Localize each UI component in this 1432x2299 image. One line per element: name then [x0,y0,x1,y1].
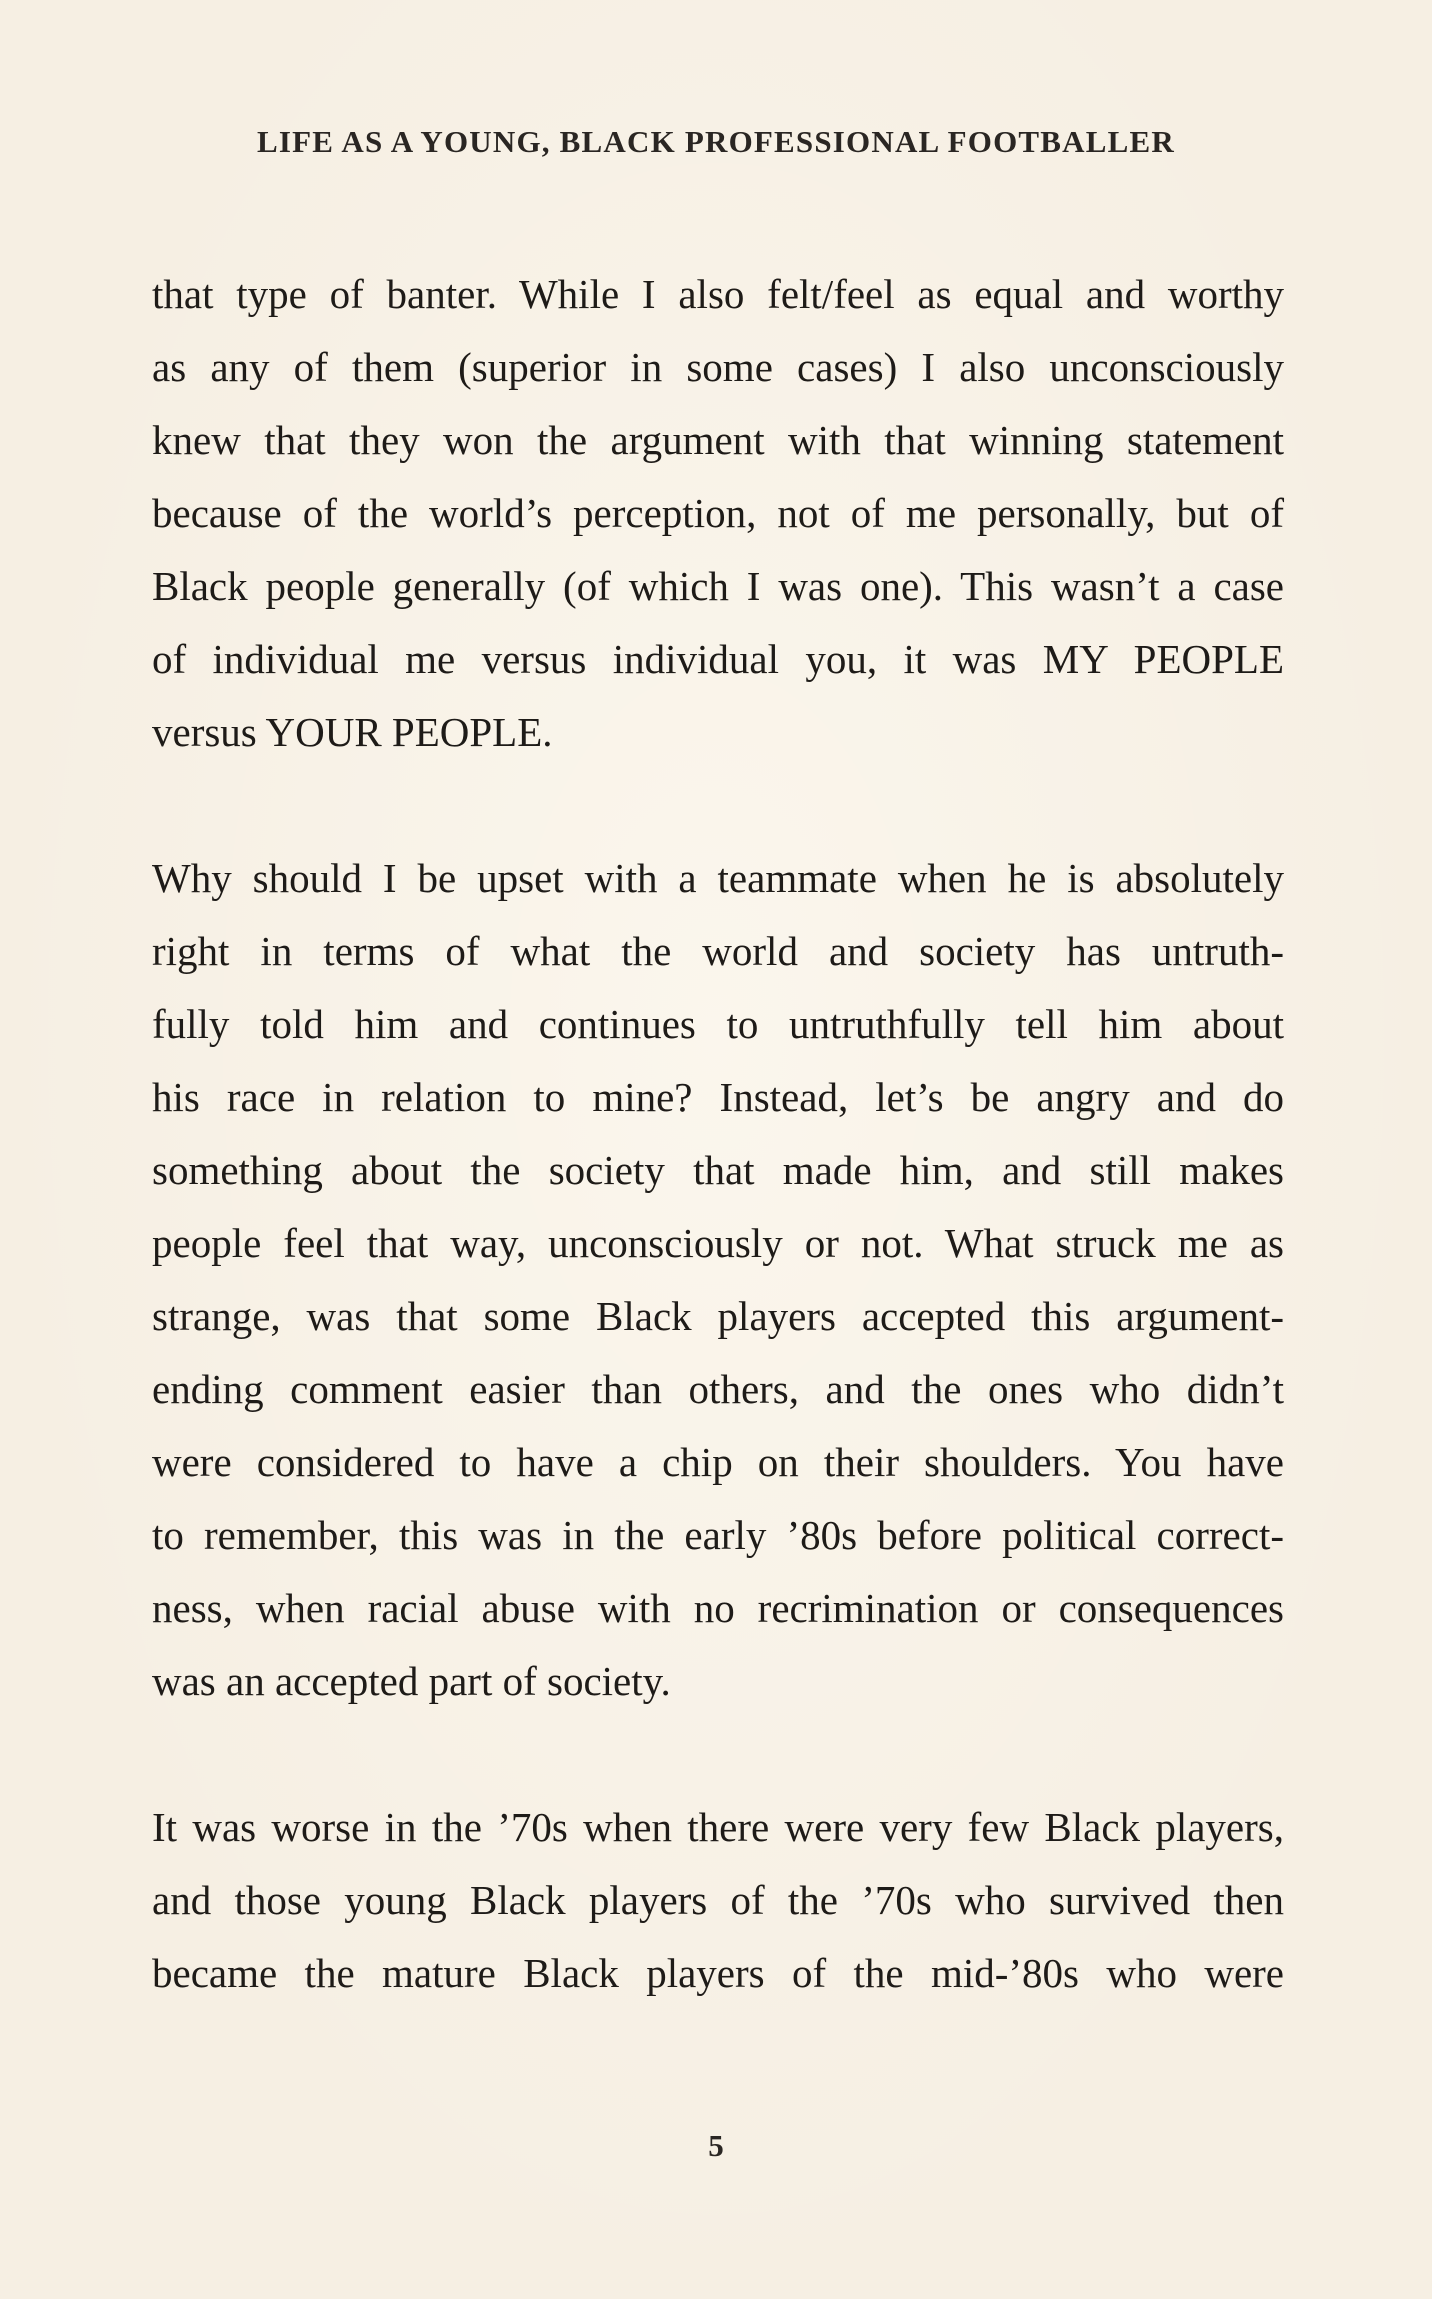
paragraph-1 [152,258,1284,769]
text-line: people feel that way, unconsciously or not. What struck me as [152,1220,1284,1266]
text-line: Why should I be upset with a teammate when he is absolutely [152,855,1284,901]
text-line: It was worse in the ’70s when there were very few Black players, [152,1804,1284,1850]
text-line: versus YOUR PEOPLE. [152,709,553,755]
paragraph-3 [152,1791,1284,2010]
running-head: LIFE AS A YOUNG, BLACK PROFESSIONAL FOOTBALLER [257,124,1175,159]
text-line: his race in relation to mine? Instead, let’s be angry and do [152,1074,1284,1120]
body-text [152,258,1284,2010]
text-line: were considered to have a chip on their shoulders. You have [152,1439,1284,1485]
text-line: something about the society that made him, and still makes [152,1147,1284,1193]
paragraph-gap [152,1718,1284,1791]
text-line: ness, when racial abuse with no recrimination or consequences [152,1585,1284,1631]
text-line: was an accepted part of society. [152,1658,671,1704]
text-line: knew that they won the argument with that winning statement [152,417,1284,463]
text-line: and those young Black players of the ’70s who survived then [152,1877,1284,1923]
text-line: to remember, this was in the early ’80s before political correct- [152,1512,1284,1558]
text-line: right in terms of what the world and society has untruth- [152,928,1284,974]
paragraph-2 [152,842,1284,1718]
paragraph-gap [152,769,1284,842]
text-line: as any of them (superior in some cases) I also unconsciously [152,344,1284,390]
text-line: that type of banter. While I also felt/feel as equal and worthy [152,271,1284,317]
text-line: fully told him and continues to untruthfully tell him about [152,1001,1284,1047]
text-line: Black people generally (of which I was one). This wasn’t a case [152,563,1284,609]
page-number: 5 [708,2128,724,2163]
text-line: strange, was that some Black players accepted this argument- [152,1293,1284,1339]
text-line: became the mature Black players of the mid-’80s who were [152,1950,1284,1996]
text-line: of individual me versus individual you, it was MY PEOPLE [152,636,1284,682]
text-line: because of the world’s perception, not of me personally, but of [152,490,1284,536]
text-line: ending comment easier than others, and the ones who didn’t [152,1366,1284,1412]
